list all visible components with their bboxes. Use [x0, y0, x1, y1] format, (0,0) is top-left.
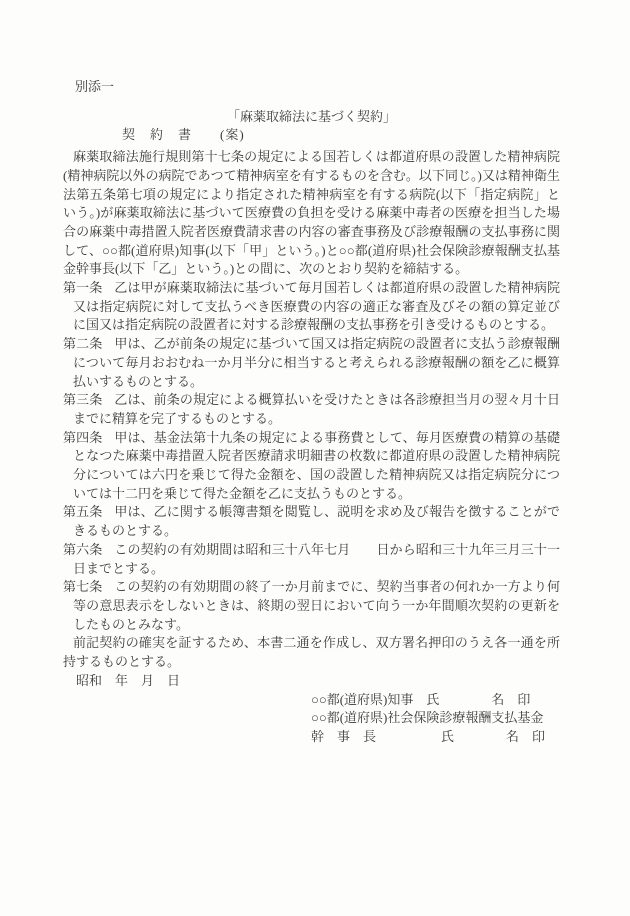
article-3-number: 第三条: [63, 392, 103, 408]
article-6-number: 第六条: [63, 541, 103, 557]
article-7-number: 第七条: [63, 579, 103, 595]
article-3: [63, 391, 560, 428]
article-4: [63, 429, 560, 504]
article-2-text: 甲は、乙が前条の規定に基づいて国又は指定病院の設置者に支払う診療報酬について毎月おおむね一か月半分に相当すると考えられる診療報酬の額を乙に概算払いするものとする。: [73, 336, 560, 389]
article-2: [63, 335, 560, 391]
document-subtitle: 契 約 書 (案): [122, 127, 245, 143]
article-1-text: 乙は甲が麻薬取締法に基づいて毎月国若しくは都道府県の設置した精神病院又は指定病院に対して支払うべき医療費の内容の適正な審査及びその額の算定並びに国又は指定病院の設置者に対する診療報酬の支払事務を引き受けるものとする。: [73, 280, 560, 333]
article-5: [63, 503, 560, 540]
article-6-text: この契約の有効期間は昭和三十八年七月 日から昭和三十九年三月三十一日までとする。: [73, 541, 560, 576]
article-2-number: 第二条: [63, 336, 103, 352]
article-5-text: 甲は、乙に関する帳簿書類を閲覧し、説明を求め及び報告を徴することができるものとする。: [73, 504, 560, 539]
article-6: [63, 541, 560, 578]
signature-line-governor: ○○都(道府県)知事 氏 名 印: [311, 691, 531, 707]
article-4-text: 甲は、基金法第十九条の規定による事務費として、毎月医療費の精算の基礎となつた麻薬中毒措置入院者医療請求明細書の枚数に都道府県の設置した精神病院分については六円を乗じて得た金額を、国の設置した精神病院又は指定病院分については十二円を乗じて得た金額を乙に支払うものとする。: [73, 429, 560, 501]
attachment-label: 別添一: [75, 79, 115, 94]
article-7-text: この契約の有効期間の終了一か月前までに、契約当事者の何れか一方より何等の意思表示をしないときは、終期の翌日において向う一か年間順次契約の更新をしたものとみなす。: [73, 579, 560, 632]
signature-line-secretary-general: 幹 事 長 氏 名 印: [311, 728, 546, 744]
article-1-number: 第一条: [63, 280, 103, 296]
signature-block: [311, 691, 560, 747]
article-3-text: 乙は、前条の規定による概算払いを受けたときは各診療担当月の翌々月十日までに精算を完了するものとする。: [73, 392, 560, 426]
article-5-number: 第五条: [63, 504, 103, 520]
date-line: 昭和 年 月 日: [76, 672, 181, 688]
article-7: [63, 578, 560, 634]
article-1: [63, 279, 560, 335]
preamble-paragraph: 麻薬取締法施行規則第十七条の規定による国若しくは都道府県の設置した精神病院(精神病院以外の病院であつて精神病室を有するものを含む。以下同じ。)又は精神衛生法第五条第七項の規定により指定された精神病室を有する病院(以下「指定病院」という。)が麻薬取締法に基づいて医療費の負担を受ける麻薬中毒者の医療を担当した場合の麻薬中毒措置入院者医療費請求書の内容の審査事務及び診療報酬の支払事務に関して、○○都(道府県)知事(以下「甲」という。)と○○都(道府県)社会保険診療報酬支払基金幹事長(以下「乙」という。)との間に、次のとおり契約を締結する。: [63, 149, 560, 277]
article-4-number: 第四条: [63, 429, 103, 445]
signature-line-payment-fund: ○○都(道府県)社会保険診療報酬支払基金: [311, 710, 544, 726]
closing-paragraph: 前記契約の確実を証するため、本書二通を作成し、双方署名押印のうえ各一通を所持するものとする。: [63, 635, 560, 670]
document-title: 「麻薬取締法に基づく契約」: [226, 108, 396, 124]
